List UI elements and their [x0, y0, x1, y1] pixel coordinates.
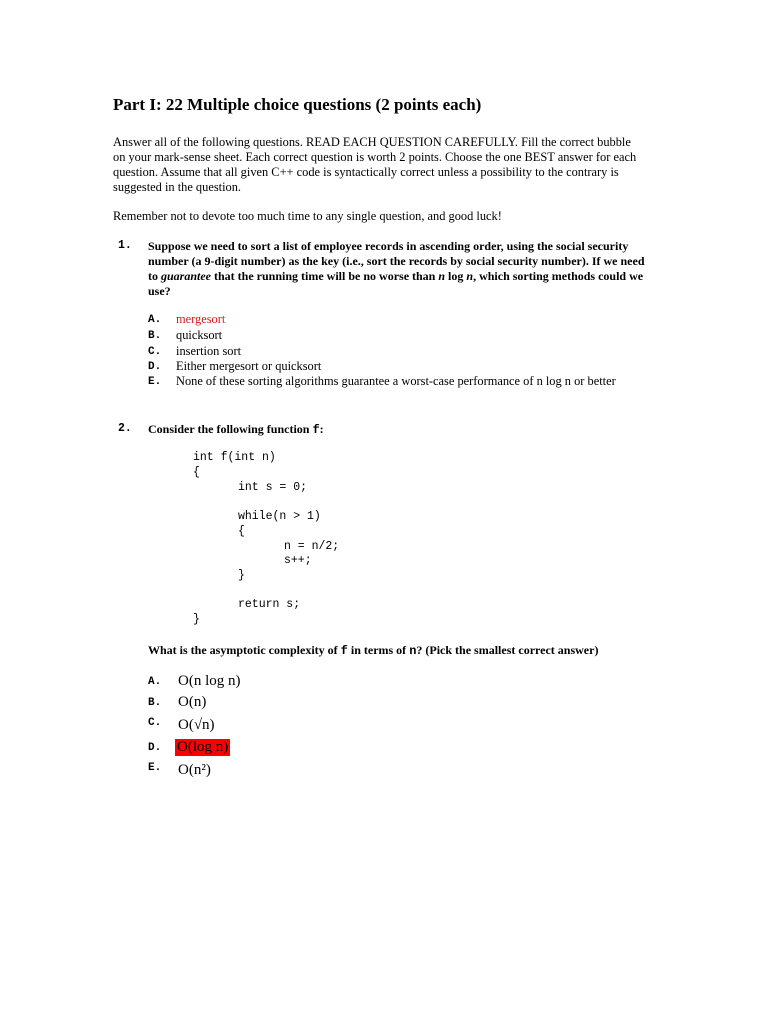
q1-choice-d-letter: D.: [148, 361, 162, 373]
code-line: int f(int n): [193, 451, 276, 464]
q1-choice-a-letter: A.: [148, 314, 162, 326]
code-line: }: [193, 613, 200, 626]
q2-choice-d-correct: O(log n): [177, 739, 229, 755]
q1-choice-c-letter: C.: [148, 346, 162, 358]
q2-choice-e: O(n²): [178, 762, 211, 778]
q2-choice-c: O(√n): [178, 717, 215, 733]
q1-choice-a-correct: mergesort: [176, 312, 226, 326]
code-line: {: [238, 525, 245, 538]
q1-choice-b-letter: B.: [148, 330, 162, 342]
q1-choice-e-letter: E.: [148, 376, 162, 388]
question-1-number: 1.: [118, 239, 132, 252]
question-2-intro: Consider the following function f:: [148, 422, 324, 437]
q2-choice-a-letter: A.: [148, 676, 162, 688]
instructions-paragraph: Answer all of the following questions. READ EACH QUESTION CAREFULLY. Fill the correct bubble on your mark-sense sheet. Each correct question is worth 2 points. Choose the one BEST answer for each question. Assume that all given C++ code is syntactically correct unless a possibility to the contrary is suggested in the question.: [113, 135, 637, 194]
question-1-text: Suppose we need to sort a list of employee records in ascending order, using the social security number (a 9-digit number) as the key (i.e., sort the records by social security number). If we need to guarantee that the running time will be no worse than n log n, which sorting methods could we use?: [148, 239, 645, 298]
code-line: s++;: [284, 554, 312, 567]
page-title: Part I: 22 Multiple choice questions (2 points each): [113, 95, 482, 114]
question-2-text: What is the asymptotic complexity of f in terms of n? (Pick the smallest correct answer): [148, 643, 599, 658]
good-luck-note: Remember not to devote too much time to any single question, and good luck!: [113, 209, 502, 223]
q2-choice-b-letter: B.: [148, 697, 162, 709]
q2-choice-d-letter: D.: [148, 742, 162, 754]
question-2-number: 2.: [118, 422, 132, 435]
code-line: int s = 0;: [238, 481, 308, 494]
q2-choice-b: O(n): [178, 694, 207, 710]
code-line: while(n > 1): [238, 510, 321, 523]
code-line: }: [238, 569, 245, 582]
q2-choice-c-letter: C.: [148, 717, 162, 729]
q1-choice-c: insertion sort: [176, 344, 242, 358]
code-line: n = n/2;: [284, 540, 340, 553]
q1-choice-e: None of these sorting algorithms guarantee a worst-case performance of n log n or better: [176, 374, 616, 388]
code-line: return s;: [238, 598, 301, 611]
code-line: {: [193, 466, 200, 479]
q1-choice-b: quicksort: [176, 328, 223, 342]
q2-choice-a: O(n log n): [178, 673, 241, 689]
q2-choice-e-letter: E.: [148, 762, 162, 774]
q1-choice-d: Either mergesort or quicksort: [176, 359, 322, 373]
